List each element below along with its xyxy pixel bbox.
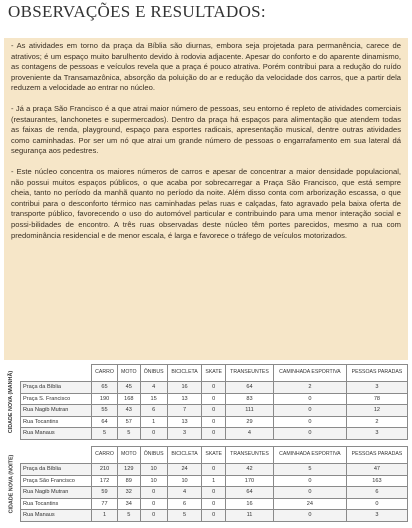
table-row [21,416,408,428]
value-cell: 2 [346,416,407,428]
table-label [4,446,18,522]
table-row [21,393,408,405]
location-cell: Rua Tocantins [21,416,92,428]
column-header: TRANSEUNTES [226,447,274,464]
value-cell: 5 [118,428,140,440]
table-block-night [4,446,408,522]
observations-box [4,38,408,360]
value-cell: 64 [226,382,274,394]
value-cell: 3 [346,510,407,522]
value-cell: 2 [273,382,346,394]
value-cell: 0 [140,510,167,522]
value-cell: 210 [92,464,118,476]
value-cell: 111 [226,405,274,417]
value-cell: 0 [140,487,167,499]
value-cell: 78 [346,393,407,405]
location-cell: Rua Manaus [21,510,92,522]
value-cell: 24 [273,498,346,510]
value-cell: 163 [346,475,407,487]
column-header: ÔNIBUS [140,365,167,382]
table-header-row [21,365,408,382]
value-cell: 129 [118,464,140,476]
value-cell: 0 [202,382,226,394]
table-row [21,405,408,417]
value-cell: 0 [273,487,346,499]
table-label-text: CIDADE NOVA (MANHÃ) [8,370,15,434]
value-cell: 65 [92,382,118,394]
value-cell: 89 [118,475,140,487]
value-cell: 10 [140,475,167,487]
value-cell: 3 [167,428,202,440]
value-cell: 42 [226,464,274,476]
corner-cell [21,447,92,464]
column-header: PESSOAS PARADAS [346,447,407,464]
column-header: CARRO [92,447,118,464]
value-cell: 3 [346,428,407,440]
value-cell: 4 [140,382,167,394]
value-cell: 0 [202,487,226,499]
location-cell: Rua Nagib Mutran [21,405,92,417]
paragraph-praca-biblia: - As atividades em torno da praça da Bíblia são diurnas, embora seja projetada para permanência, carece de atrativos; é um espaço muito barulhento devido à rodovia adjacente. Apesar do conforto e do aparente dinamismo, as contagens de pessoas e veículos revela que a praça é pouco atrativa. Porém contribui para a redução do ruído proveniente da Transamazônica, absorção da poluição do ar e redução da velocidade dos carros, que a partir dela reduzem a velocidade ao entrar no núcleo. [11,41,401,93]
column-header: CAMINHADA ESPORTIVA [273,447,346,464]
value-cell: 45 [118,382,140,394]
value-cell: 13 [167,393,202,405]
table-block-morning [4,364,408,440]
paragraph-nucleo: - Este núcleo concentra os maiores números de carros e apesar de concentrar a maior densidade populacional, não possui muitos espaços públicos, o que acaba por sobrecarregar a Praça São Francisco, que está sempre cheia, tanto no período da manhã quanto no período da noite. Além disso conta com arborização escassa, o que contribui para o desconforto térmico nas caminhadas pelas ruas e calçadas, fato agravado pela baixa oferta de transporte público, favorecendo o uso do automóvel particular e contribuindo para uma menor interação social e possi-bilidades de encontro. A três ruas observadas deste núcleo têm portes parecidos, mesmo a rua com predominância residencial e de menor escala, é larga e favorece o tráfego de veículos motorizados. [11,166,401,240]
column-header: ÔNIBUS [140,447,167,464]
value-cell: 83 [226,393,274,405]
value-cell: 77 [92,498,118,510]
value-cell: 5 [167,510,202,522]
value-cell: 0 [273,405,346,417]
value-cell: 6 [140,405,167,417]
value-cell: 12 [346,405,407,417]
table-row [21,510,408,522]
value-cell: 1 [92,510,118,522]
column-header: CARRO [92,365,118,382]
value-cell: 172 [92,475,118,487]
location-cell: Praça São Francisco [21,475,92,487]
column-header: MOTO [118,365,140,382]
value-cell: 0 [202,416,226,428]
value-cell: 170 [226,475,274,487]
value-cell: 3 [346,382,407,394]
value-cell: 16 [226,498,274,510]
location-cell: Rua Manaus [21,428,92,440]
value-cell: 1 [202,475,226,487]
value-cell: 7 [167,405,202,417]
value-cell: 4 [226,428,274,440]
column-header: BICICLETA [167,365,202,382]
value-cell: 55 [92,405,118,417]
value-cell: 5 [92,428,118,440]
value-cell: 24 [167,464,202,476]
value-cell: 10 [140,464,167,476]
value-cell: 0 [273,510,346,522]
value-cell: 0 [202,428,226,440]
location-cell: Praça da Bíblia [21,382,92,394]
tables-section [4,364,408,528]
value-cell: 16 [167,382,202,394]
column-header: TRANSEUNTES [226,365,274,382]
corner-cell [21,365,92,382]
table-row [21,475,408,487]
value-cell: 5 [118,510,140,522]
table-label-text: CIDADE NOVA (NOITE) [8,454,15,514]
value-cell: 59 [92,487,118,499]
value-cell: 5 [273,464,346,476]
value-cell: 4 [167,487,202,499]
location-cell: Praça da Bíblia [21,464,92,476]
value-cell: 43 [118,405,140,417]
page-title: OBSERVAÇÕES E RESULTADOS: [8,2,266,21]
value-cell: 29 [226,416,274,428]
value-cell: 6 [167,498,202,510]
location-cell: Rua Nagib Mutran [21,487,92,499]
value-cell: 15 [140,393,167,405]
value-cell: 168 [118,393,140,405]
value-cell: 0 [273,428,346,440]
table-row [21,428,408,440]
value-cell: 190 [92,393,118,405]
value-cell: 34 [118,498,140,510]
table-header-row [21,447,408,464]
value-cell: 0 [140,498,167,510]
value-cell: 11 [226,510,274,522]
count-table-night [20,446,408,522]
column-header: BICICLETA [167,447,202,464]
count-table-morning [20,364,408,440]
table-row [21,498,408,510]
value-cell: 32 [118,487,140,499]
value-cell: 10 [167,475,202,487]
value-cell: 0 [202,464,226,476]
paragraph-praca-sao-francisco: - Já a praça São Francisco é a que atrai maior número de pessoas, seu entorno é repleto de atividades comerciais (restaurantes, lanchonetes e supermercados). Dentro da praça há espaços para alimentação que atendem todas as faixas de renda, playground, espaço para esportes radicais, apresentação musical, dentre outras atividades como caminhadas. Por ser um nó que atrai um grande número de pessoas o engarrafamento em sua lateral dá segurança aos pedestres. [11,103,401,156]
column-header: SKATE [202,365,226,382]
value-cell: 0 [273,416,346,428]
value-cell: 6 [346,487,407,499]
value-cell: 0 [202,498,226,510]
value-cell: 0 [202,393,226,405]
value-cell: 0 [273,475,346,487]
table-label [4,364,18,440]
value-cell: 64 [226,487,274,499]
column-header: PESSOAS PARADAS [346,365,407,382]
value-cell: 57 [118,416,140,428]
value-cell: 0 [346,498,407,510]
value-cell: 0 [273,393,346,405]
value-cell: 64 [92,416,118,428]
value-cell: 0 [140,428,167,440]
value-cell: 13 [167,416,202,428]
table-row [21,487,408,499]
location-cell: Rua Tocantins [21,498,92,510]
column-header: MOTO [118,447,140,464]
location-cell: Praça S. Francisco [21,393,92,405]
table-row [21,382,408,394]
value-cell: 1 [140,416,167,428]
column-header: SKATE [202,447,226,464]
value-cell: 0 [202,510,226,522]
value-cell: 0 [202,405,226,417]
table-row [21,464,408,476]
column-header: CAMINHADA ESPORTIVA [273,365,346,382]
value-cell: 47 [346,464,407,476]
